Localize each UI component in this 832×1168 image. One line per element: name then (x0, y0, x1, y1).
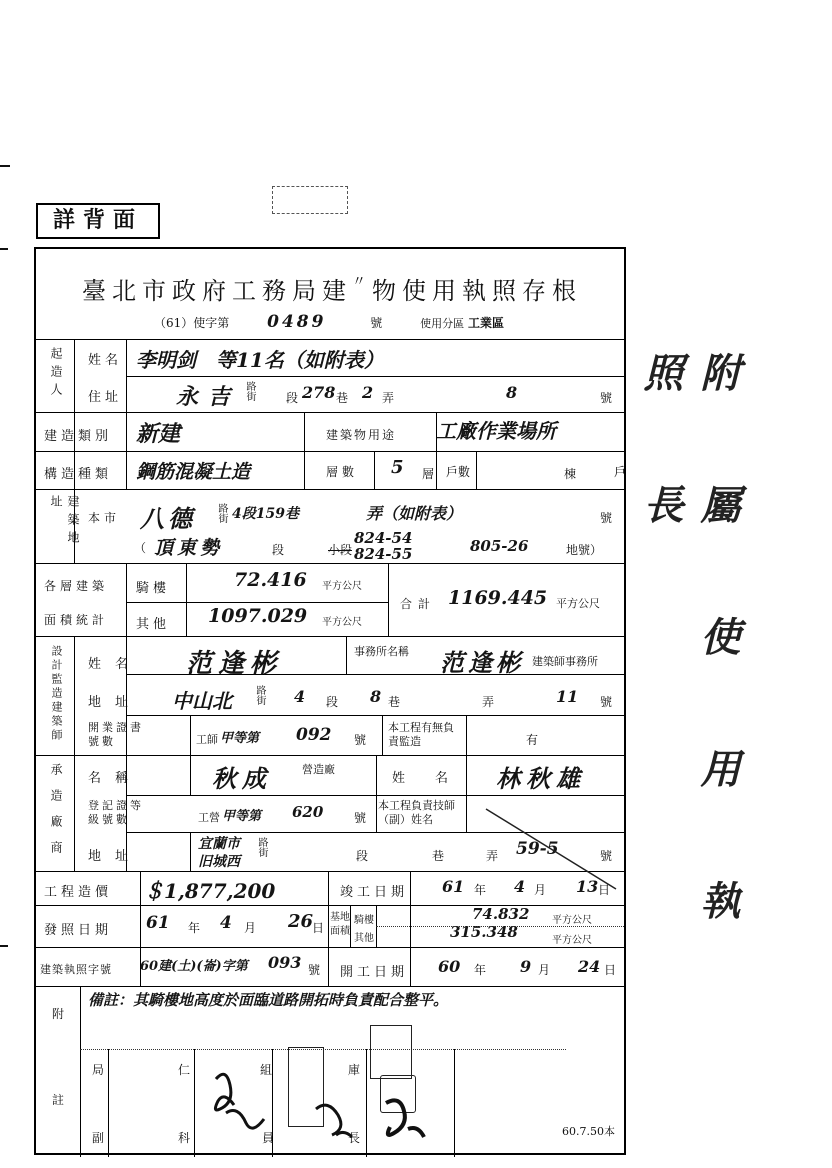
permit-number-row (154, 312, 614, 332)
site-district: 頂東勢 (154, 537, 224, 559)
site-road: 八德 (140, 504, 196, 533)
completion-m: 月 (534, 883, 547, 897)
site-district-label: 段 (272, 543, 285, 557)
cost-label: 工程造價 (44, 885, 113, 900)
contractor-name-value: 秋成 (212, 764, 272, 793)
contractor-name-suffix: 營造廠 (302, 763, 335, 776)
sign-label-store: 庫 (348, 1063, 361, 1077)
permit-number-value: 0489 (267, 312, 327, 332)
notes-text: 備註：其騎樓地高度於面臨道路開拓時負責配合整平。 (88, 991, 449, 1009)
designer-section-label2: 段 (326, 695, 339, 709)
site-paren-open: （ (134, 541, 147, 555)
building-use-label: 建築物用途 (326, 428, 397, 442)
site-section-label: 建築地址 (49, 495, 80, 549)
site-section-no: 4段159巷 (232, 506, 299, 522)
floors-value: 5 (391, 457, 404, 478)
floor-arcade-label: 騎樓 (136, 581, 171, 596)
contractor-name-label: 名稱 (88, 771, 143, 786)
sign-label-ren: 仁 (178, 1063, 191, 1077)
base-other-label: 其他 (354, 933, 374, 944)
base-arcade-value: 74.832 (472, 905, 530, 923)
designer-road-label: 路街 (254, 685, 265, 705)
applicant-lane-label: 巷 (336, 391, 349, 405)
floors-label: 層數 (326, 465, 359, 479)
base-label: 基地面積 (330, 912, 350, 937)
contractor-section-label2: 段 (356, 849, 369, 863)
sign-label-deputy: 副 (92, 1131, 105, 1145)
floor-arcade-unit: 平方公尺 (322, 581, 362, 592)
permit-ref-suffix: 號 (308, 963, 321, 977)
start-y: 年 (474, 963, 487, 977)
contractor-reg-label: 登記證等級號數 (88, 799, 144, 826)
designer-number-label: 號 (600, 695, 613, 709)
completion-day: 13 (576, 877, 599, 896)
designer-license-value: 092 (296, 725, 332, 745)
applicant-name-label: 姓名 (88, 353, 123, 368)
start-year: 60 (438, 957, 461, 976)
start-m: 月 (538, 963, 551, 977)
cost-value: ＄1,877,200 (144, 879, 276, 903)
small-stamp-mark (272, 186, 348, 214)
contractor-reg-value: 620 (292, 803, 324, 821)
structure-type-label: 構造種類 (44, 467, 113, 482)
issue-label: 發照日期 (44, 923, 113, 938)
designer-office-value: 范逢彬 (440, 648, 524, 677)
structure-type-value: 鋼筋混凝土造 (136, 461, 251, 483)
notes-label-1: 附 (52, 1007, 65, 1021)
floor-total-value: 1169.445 (448, 587, 548, 609)
permit-ref-label: 建築執照字號 (40, 963, 112, 976)
floor-other-label: 其他 (136, 617, 171, 632)
sign-label-group: 組 (260, 1063, 273, 1077)
designer-alley-label: 弄 (482, 695, 495, 709)
building-use-value: 工廠作業場所 (436, 419, 556, 443)
households-unit: 棟 (564, 467, 577, 481)
designer-name-value: 范逢彬 (186, 649, 283, 679)
permit-number-prefix: （61）使字第 (154, 316, 230, 330)
contractor-alley-label: 弄 (486, 849, 499, 863)
issue-day: 26 (288, 911, 314, 932)
floor-area-label-2: 面積統計 (44, 613, 109, 627)
site-lot-1: 824-54 (354, 529, 413, 547)
form-title-part-2: 物使用執照存根 (372, 277, 582, 305)
completion-label: 竣工日期 (340, 885, 409, 900)
floor-total-unit: 平方公尺 (556, 597, 600, 610)
designer-number-value: 11 (556, 687, 579, 706)
designer-concurrent-value: 有 (526, 733, 539, 747)
designer-office-suffix: 建築師事務所 (532, 655, 598, 668)
diagonal-pen-stroke (476, 789, 626, 909)
households-suffix: 戶 (614, 465, 627, 479)
issue-year: 61 (146, 913, 170, 933)
designer-license-label: 開業證書號數 (88, 721, 144, 748)
site-alley-label: 弄（如附表） (366, 504, 463, 523)
margin-tick (0, 248, 8, 250)
designer-concurrent-label: 本工程有無負責監造 (388, 721, 454, 748)
contractor-address-road: 旧城西 (198, 854, 240, 870)
designer-license-suffix: 號 (354, 733, 367, 747)
permit-number-suffix: 號 (370, 316, 383, 330)
issue-d: 日 (312, 921, 325, 935)
applicant-section-label: 起造人 (49, 347, 63, 401)
zone-label: 使用分區 (420, 317, 465, 330)
contractor-lane-label: 巷 (432, 849, 445, 863)
site-number-label: 號 (600, 511, 613, 525)
zone-value: 工業區 (467, 316, 504, 330)
base-other-value: 315.348 (450, 923, 518, 941)
contractor-person-value: 林秋雄 (496, 764, 586, 793)
applicant-number-label: 號 (600, 391, 613, 405)
contractor-number-value: 59-5 (516, 839, 559, 859)
margin-tick (0, 165, 10, 167)
contractor-reg-prefix: 工營 (198, 811, 220, 824)
contractor-reg-suffix: 號 (354, 811, 367, 825)
applicant-lane-value: 278 (302, 383, 336, 402)
contractor-road-label: 路街 (256, 837, 267, 857)
site-road-label: 路街 (216, 503, 227, 523)
print-info: 60.7.50本 (562, 1125, 615, 1138)
permit-ref-value: 60建(土)(崙)字第 (140, 959, 248, 974)
detail-back-tag (36, 203, 160, 239)
start-day: 24 (578, 957, 601, 976)
issue-month: 4 (220, 913, 232, 933)
sign-label-clerk: 員 (262, 1131, 275, 1145)
permit-form (34, 247, 626, 1155)
applicant-number-value: 8 (506, 383, 518, 402)
designer-address-road: 中山北 (172, 689, 232, 713)
form-title (82, 271, 602, 306)
right-margin-handwriting: 附 屬 使 用 執 照 長 (637, 352, 741, 1012)
contractor-person-label: 姓名 (392, 771, 479, 786)
sign-label-chief: 長 (348, 1131, 361, 1145)
floor-area-label-1: 各層建築 (44, 579, 109, 593)
designer-office-label: 事務所名稱 (354, 645, 409, 658)
site-lot-2: 824-55 (354, 545, 413, 563)
issue-y: 年 (188, 921, 201, 935)
designer-lane-value: 8 (370, 687, 382, 706)
base-other-unit: 平方公尺 (552, 935, 592, 946)
households-label: 戶數 (446, 465, 471, 479)
site-lot-suffix: 地號） (566, 543, 603, 557)
applicant-address-label: 住址 (88, 390, 123, 405)
base-arcade-label: 騎樓 (354, 915, 374, 926)
sign-label-section: 科 (178, 1131, 191, 1145)
issue-m: 月 (244, 921, 257, 935)
designer-license-grade: 甲等第 (220, 731, 260, 746)
permit-ref-number: 093 (268, 953, 302, 972)
building-category-label: 建造類別 (44, 429, 113, 444)
designer-license-prefix: 工師 (196, 733, 218, 746)
completion-year: 61 (442, 877, 465, 896)
margin-tick (0, 945, 8, 947)
applicant-road-label: 路街 (244, 381, 255, 401)
completion-y: 年 (474, 883, 487, 897)
handwritten-signatures (186, 1049, 446, 1157)
site-lot-3: 805-26 (470, 537, 529, 555)
contractor-address-label: 地址 (88, 849, 143, 864)
completion-d: 日 (598, 883, 611, 897)
site-sub-label: 小段 (328, 543, 353, 557)
sign-label-bureau: 局 (92, 1063, 105, 1077)
floor-other-unit: 平方公尺 (322, 617, 362, 628)
applicant-address-road: 永吉 (176, 384, 241, 410)
applicant-alley-value: 2 (362, 383, 374, 402)
designer-section-value: 4 (294, 687, 306, 706)
building-category-value: 新建 (136, 421, 181, 447)
applicant-alley-label: 弄 (382, 391, 395, 405)
floor-arcade-value: 72.416 (234, 569, 307, 591)
applicant-name-value: 李明剑 等11名（如附表） (136, 348, 384, 372)
form-title-gap: 〃 (352, 274, 372, 290)
applicant-section-mark: 段 (286, 391, 299, 405)
form-title-part-1: 臺北市政府工務局建 (82, 277, 352, 305)
contractor-tech-label: 本工程負責技師（副）姓名 (378, 799, 455, 826)
designer-name-label: 姓名 (88, 657, 143, 672)
contractor-address-city: 宜蘭市 (198, 836, 240, 852)
start-month: 9 (520, 957, 532, 976)
designer-address-label: 地址 (88, 695, 143, 710)
contractor-number-label: 號 (600, 849, 613, 863)
start-d: 日 (604, 963, 617, 977)
designer-lane-label: 巷 (388, 695, 401, 709)
contractor-section-label: 承造廠商 (49, 763, 63, 867)
site-city: 本市 (88, 511, 121, 525)
floor-total-label: 合計 (400, 597, 437, 611)
floors-unit: 層 (422, 467, 435, 481)
base-arcade-unit: 平方公尺 (552, 915, 592, 926)
contractor-reg-grade: 甲等第 (222, 809, 262, 824)
start-label: 開工日期 (340, 965, 409, 980)
notes-label-2: 註 (52, 1093, 65, 1107)
detail-back-tag-text: 詳背面 (52, 207, 143, 233)
floor-other-value: 1097.029 (208, 605, 308, 627)
completion-month: 4 (514, 877, 526, 896)
designer-section-label: 設計監造建築師 (50, 645, 63, 743)
